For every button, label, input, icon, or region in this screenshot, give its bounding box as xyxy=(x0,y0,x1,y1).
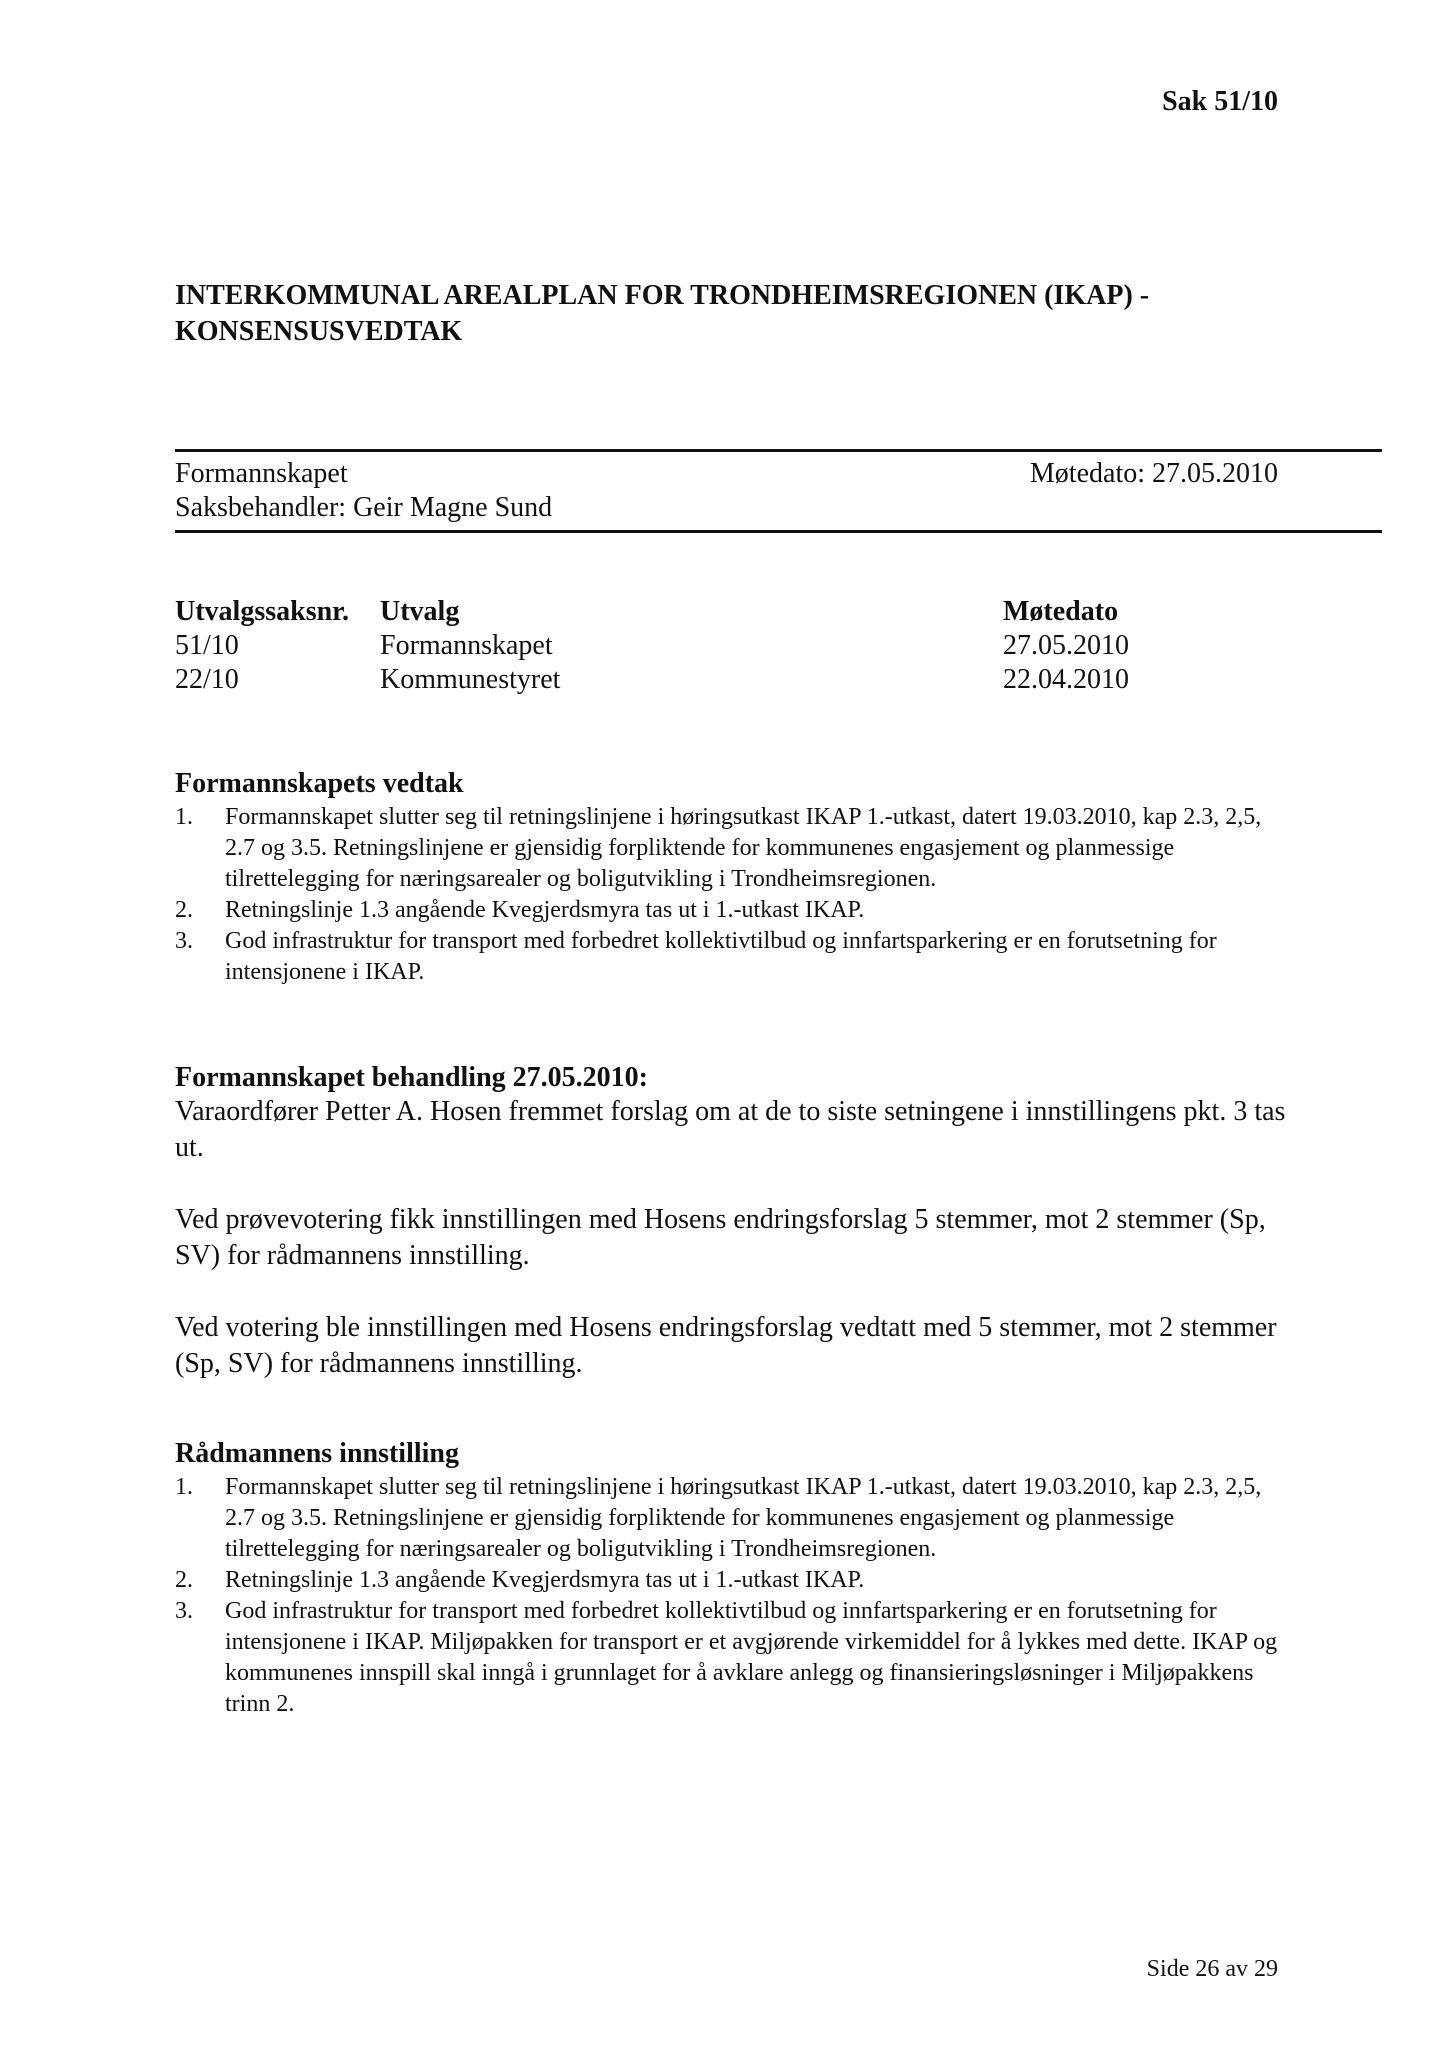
title-line-2: KONSENSUSVEDTAK xyxy=(175,316,463,347)
proceedings-section xyxy=(175,1062,1305,1382)
date-cell: 27.05.2010 xyxy=(1003,630,1129,661)
decision-section xyxy=(175,768,1295,988)
item-text: Retningslinje 1.3 angående Kvegjerdsmyra tas ut i 1.-utkast IKAP. xyxy=(225,897,865,923)
meeting-date: Møtedato: 27.05.2010 xyxy=(1029,458,1278,489)
meeting-meta xyxy=(175,449,1382,533)
committee-cell: Formannskapet xyxy=(380,630,553,661)
item-number: 2. xyxy=(175,897,193,923)
recommendation-section xyxy=(175,1438,1295,1720)
item-text: Formannskapet slutter seg til retningslinjene i høringsutkast IKAP 1.-utkast, datert 19.03.2010, kap 2.3, 2,5, 2.7 og 3.5. Retningslinjene er gjensidig forpliktende for kommunenes engasjement og planmessige tilrettelegging for næringsarealer og boligutvikling i Trondheimsregionen. xyxy=(225,804,1262,892)
date-cell: 22.04.2010 xyxy=(1003,664,1129,695)
recommendation-heading: Rådmannens innstilling xyxy=(175,1438,459,1469)
case-table-header xyxy=(175,596,1175,630)
item-text: Retningslinje 1.3 angående Kvegjerdsmyra tas ut i 1.-utkast IKAP. xyxy=(225,1567,865,1593)
table-row xyxy=(175,664,1175,698)
document-title xyxy=(175,278,1325,350)
case-number-cell: 22/10 xyxy=(175,664,239,695)
proceedings-heading: Formannskapet behandling 27.05.2010: xyxy=(175,1062,648,1093)
list-item xyxy=(175,1596,1295,1720)
item-text: God infrastruktur for transport med forbedret kollektivtilbud og innfartsparkering er en forutsetning for intensjonene i IKAP. Miljøpakken for transport er et avgjørende virkemiddel for å lykkes med dette. IKAP og kommunenes innspill skal inngå i grunnlaget for å avklare anlegg og finansieringsløsninger i Miljøpakkens trinn 2. xyxy=(225,1598,1278,1717)
list-item xyxy=(175,1565,1295,1596)
header-date: Møtedato xyxy=(1003,596,1119,627)
title-line-1: INTERKOMMUNAL AREALPLAN FOR TRONDHEIMSREGIONEN (IKAP) - xyxy=(175,280,1150,311)
case-handler: Saksbehandler: Geir Magne Sund xyxy=(175,492,553,523)
item-text: God infrastruktur for transport med forbedret kollektivtilbud og innfartsparkering er en forutsetning for intensjonene i IKAP. xyxy=(225,928,1217,985)
item-number: 2. xyxy=(175,1567,193,1593)
list-item xyxy=(175,1472,1295,1565)
item-number: 3. xyxy=(175,1598,193,1624)
case-table xyxy=(175,596,1175,698)
proceedings-paragraph: Ved votering ble innstillingen med Hosens endringsforslag vedtatt med 5 stemmer, mot 2 stemmer (Sp, SV) for rådmannens innstilling. xyxy=(175,1312,1277,1379)
case-number-cell: 51/10 xyxy=(175,630,239,661)
committee-cell: Kommunestyret xyxy=(380,664,561,695)
decision-list xyxy=(175,802,1295,988)
item-text: Formannskapet slutter seg til retningslinjene i høringsutkast IKAP 1.-utkast, datert 19.03.2010, kap 2.3, 2,5, 2.7 og 3.5. Retningslinjene er gjensidig forpliktende for kommunenes engasjement og planmessige tilrettelegging for næringsarealer og boligutvikling i Trondheimsregionen. xyxy=(225,1474,1262,1562)
item-number: 1. xyxy=(175,1474,193,1500)
organ-name: Formannskapet xyxy=(175,458,348,489)
decision-heading: Formannskapets vedtak xyxy=(175,768,464,799)
recommendation-list xyxy=(175,1472,1295,1720)
page-number: Side 26 av 29 xyxy=(1146,1956,1278,1982)
proceedings-paragraph: Ved prøvevotering fikk innstillingen med Hosens endringsforslag 5 stemmer, mot 2 stemmer (Sp, SV) for rådmannens innstilling. xyxy=(175,1204,1266,1271)
table-row xyxy=(175,630,1175,664)
list-item xyxy=(175,895,1295,926)
header-case-number: Utvalgssaksnr. xyxy=(175,596,350,627)
header-committee: Utvalg xyxy=(380,596,460,627)
proceedings-paragraph: Varaordfører Petter A. Hosen fremmet forslag om at de to siste setningene i innstillingens pkt. 3 tas ut. xyxy=(175,1096,1286,1163)
list-item xyxy=(175,802,1295,895)
item-number: 1. xyxy=(175,804,193,830)
list-item xyxy=(175,926,1295,988)
case-number: Sak 51/10 xyxy=(1162,86,1278,117)
item-number: 3. xyxy=(175,928,193,954)
